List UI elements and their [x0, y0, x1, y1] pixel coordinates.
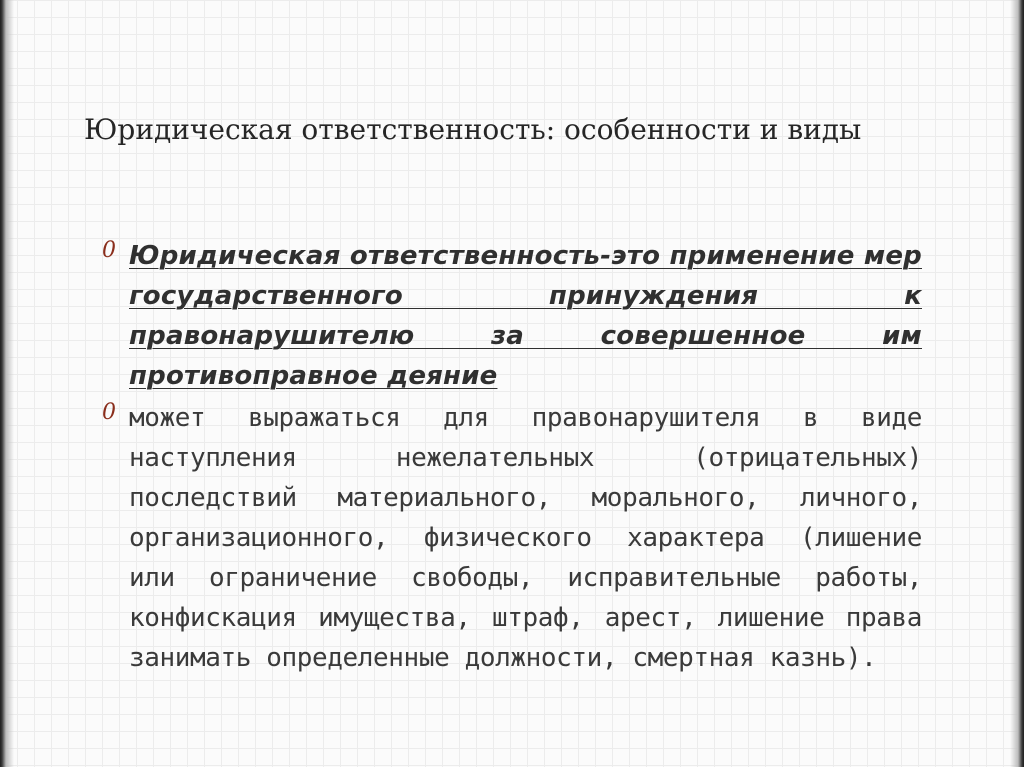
bullet-marker-icon: 0	[102, 238, 116, 263]
slide-left-edge	[0, 0, 14, 767]
bullet-definition-text: Юридическая ответственность-это применение мер государственного принуждения к правонарушителю за совершенное им противоправное деяние	[129, 241, 922, 391]
bullet-list	[102, 236, 922, 680]
bullet-consequences	[102, 398, 922, 678]
slide-right-edge	[1010, 0, 1024, 767]
bullet-definition	[102, 236, 922, 396]
slide-title: Юридическая ответственность: особенности и виды	[84, 113, 862, 146]
bullet-consequences-text: может выражаться для правонарушителя в виде наступления нежелательных (отрицательных) последствий материального, морального, личного, организационного, физического характера (лишение или ограничение свободы, исправительные работы, конфискация имущества, штраф, арест, лишение права занимать определенные должности, смертная казнь).	[129, 403, 922, 673]
bullet-marker-icon: 0	[102, 400, 116, 425]
